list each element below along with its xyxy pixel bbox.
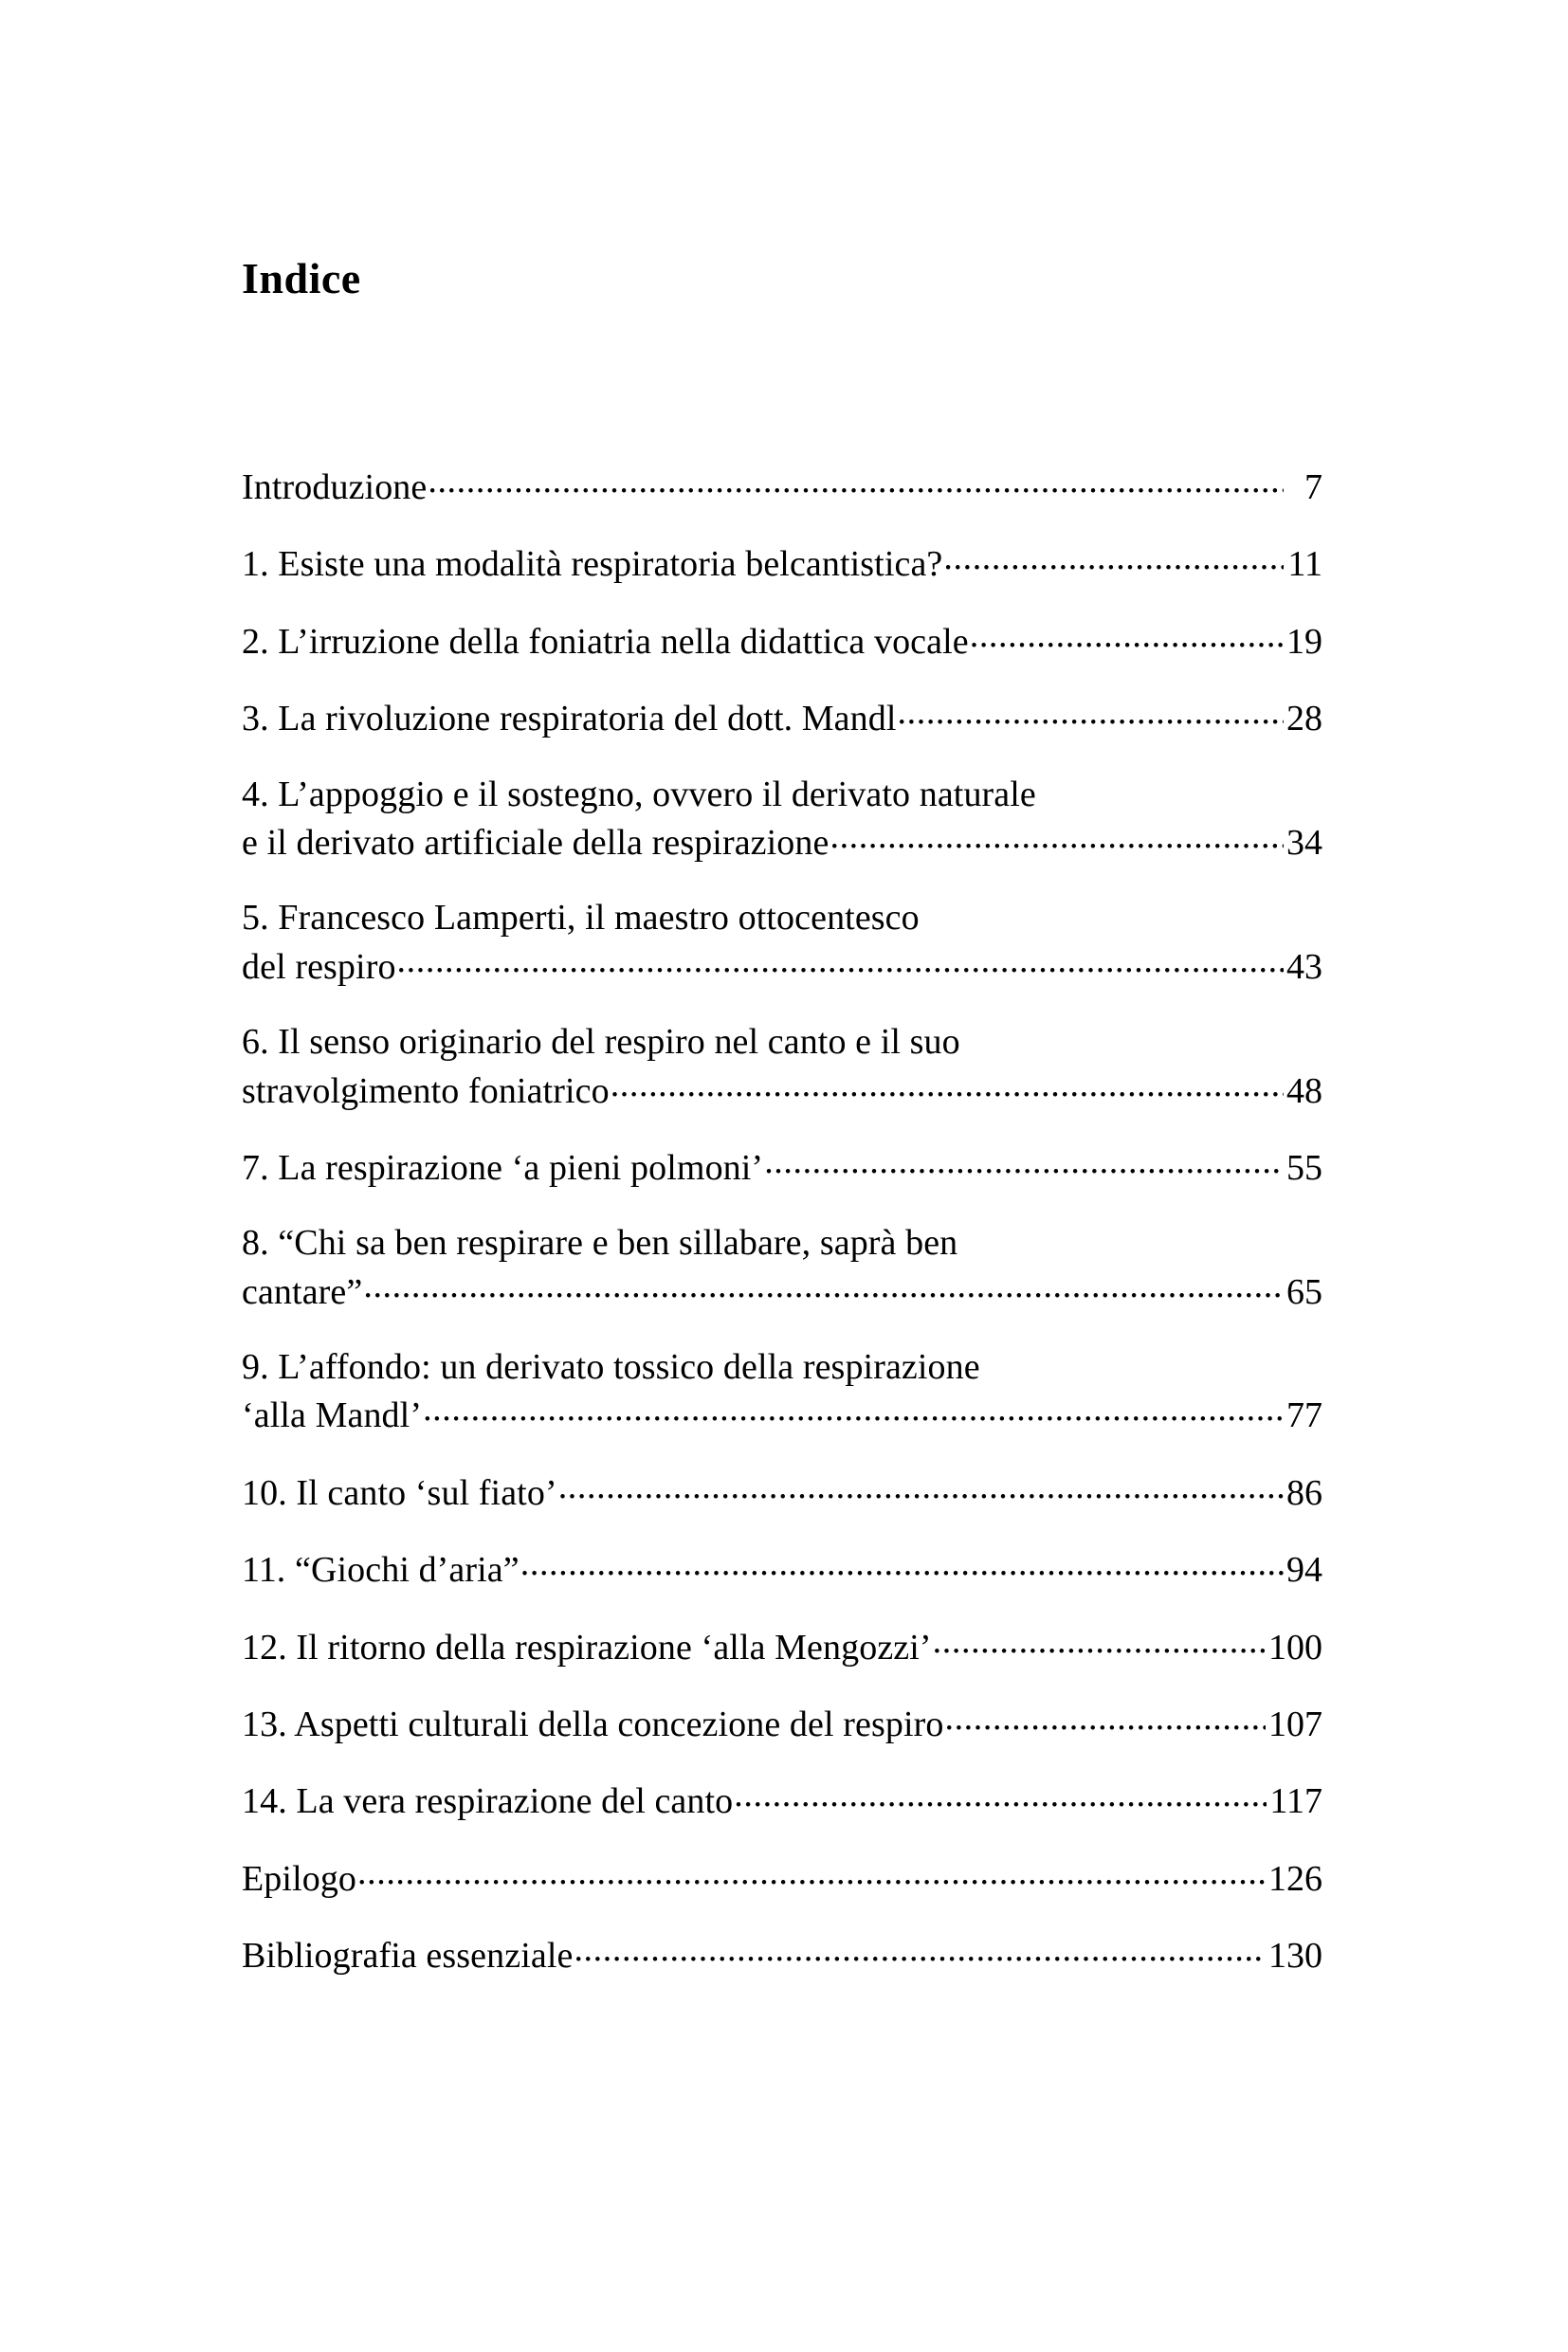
toc-page-number: 117 [1269,1781,1322,1822]
toc-entry-label: 7. La respirazione ‘a pieni polmoni’ [242,1147,764,1188]
toc-entry-line-final [242,1700,1322,1748]
toc-page-number: 55 [1286,1147,1322,1188]
dot-leader [970,617,1284,653]
toc-entry-label: Introduzione [242,467,428,507]
dot-leader [734,1777,1267,1813]
dot-leader [944,1700,1266,1736]
toc-entry-line-final [242,1931,1322,1979]
toc-entry-label: stravolgimento foniatrico [242,1070,610,1111]
toc-page-number: 77 [1286,1395,1322,1436]
toc-entry-label: e il derivato artificiale della respirazione [242,822,830,863]
toc-entry[interactable] [242,539,1322,588]
toc-entry-line-final [242,1468,1322,1517]
toc-entry-line [242,895,1322,941]
toc-entry-label: 9. L’affondo: un derivato tossico della respirazione [242,1347,980,1388]
toc-entry[interactable] [242,1344,1322,1440]
toc-entry-label: 8. “Chi sa ben respirare e ben sillabare, saprà ben [242,1223,958,1264]
toc-page-number: 43 [1286,946,1322,987]
page-title: Indice [242,253,361,302]
toc-entry[interactable] [242,1468,1322,1517]
toc-page-number: 86 [1286,1472,1322,1513]
toc-entry-line-final [242,1267,1322,1316]
dot-leader [933,1623,1266,1659]
dot-leader [520,1545,1284,1581]
toc-entry-line-final [242,1545,1322,1594]
dot-leader [428,463,1284,499]
toc-entry[interactable] [242,617,1322,665]
dot-leader [397,942,1284,978]
dot-leader [764,1143,1284,1179]
toc-page-number: 19 [1286,621,1322,662]
toc-entry-line [242,1344,1322,1391]
toc-entry-line-final [242,539,1322,588]
toc-entry-line-final [242,617,1322,665]
toc-entry[interactable] [242,1854,1322,1903]
toc-entry-line-final [242,1777,1322,1825]
toc-entry[interactable] [242,1623,1322,1671]
toc-entry-line-final [242,463,1322,511]
toc-page-number: 11 [1287,544,1322,585]
toc-entry-line-final [242,1143,1322,1192]
toc-entry-label: 5. Francesco Lamperti, il maestro ottocentesco [242,898,920,939]
toc-entry-line-final [242,694,1322,742]
toc-entry-label: 14. La vera respirazione del canto [242,1781,734,1822]
toc-page-number: 130 [1268,1936,1322,1977]
toc-entry[interactable] [242,1777,1322,1825]
toc-entry[interactable] [242,1700,1322,1748]
toc-entry-line-final [242,818,1322,866]
toc-entry-line [242,1019,1322,1066]
toc-entry-line [242,1220,1322,1267]
toc-entry[interactable] [242,895,1322,991]
dot-leader [357,1854,1266,1890]
toc-entry-label: cantare” [242,1271,363,1312]
dot-leader [943,539,1284,575]
toc-entry-line-final [242,942,1322,991]
toc-entry-line-final [242,1391,1322,1439]
toc-entry-label: 3. La rivoluzione respiratoria del dott. Mandl [242,699,897,739]
dot-leader [611,1067,1284,1103]
toc-entry-line-final [242,1067,1322,1115]
toc-entry-line [242,772,1322,818]
toc-entry-label: 6. Il senso originario del respiro nel canto e il suo [242,1022,960,1063]
toc-entry[interactable] [242,1545,1322,1594]
toc-entry-label: 13. Aspetti culturali della concezione del respiro [242,1705,944,1745]
toc-entry[interactable] [242,1931,1322,1979]
toc-entry-label: 10. Il canto ‘sul fiato’ [242,1472,557,1513]
toc-entry[interactable] [242,1143,1322,1192]
toc-page-number: 126 [1268,1858,1322,1899]
toc-page-number: 48 [1286,1070,1322,1111]
dot-leader [830,818,1284,854]
toc-entry[interactable] [242,463,1322,511]
toc-entry-label: 2. L’irruzione della foniatria nella didattica vocale [242,621,969,662]
toc-entry-label: 11. “Giochi d’aria” [242,1550,520,1591]
dot-leader [363,1267,1284,1304]
toc-entry-label: 12. Il ritorno della respirazione ‘alla Mengozzi’ [242,1627,932,1668]
toc-entry[interactable] [242,1019,1322,1115]
toc-page-number: 34 [1286,822,1322,863]
toc-entry-label: 4. L’appoggio e il sostegno, ovvero il derivato naturale [242,774,1036,814]
toc-page-number: 107 [1268,1705,1322,1745]
toc-entry[interactable] [242,772,1322,867]
toc-page-number: 100 [1268,1627,1322,1668]
dot-leader [558,1468,1284,1504]
dot-leader [574,1931,1266,1967]
dot-leader [423,1391,1284,1427]
toc-entry[interactable] [242,1220,1322,1316]
toc-entry-label: Bibliografia essenziale [242,1936,574,1977]
toc-entry-label: 1. Esiste una modalità respiratoria belcantistica? [242,544,943,585]
toc-page-number: 94 [1286,1550,1322,1591]
toc-entry-label: del respiro [242,946,396,987]
toc-entry-list [242,463,1322,1980]
toc-page-number: 65 [1286,1271,1322,1312]
toc-entry-line-final [242,1623,1322,1671]
toc-page-number: 7 [1304,467,1322,507]
dot-leader [898,694,1284,730]
toc-entry-label: ‘alla Mandl’ [242,1395,423,1436]
toc-entry-label: Epilogo [242,1858,357,1899]
toc-entry-line-final [242,1854,1322,1903]
toc-entry[interactable] [242,694,1322,742]
toc-page-number: 28 [1286,699,1322,739]
